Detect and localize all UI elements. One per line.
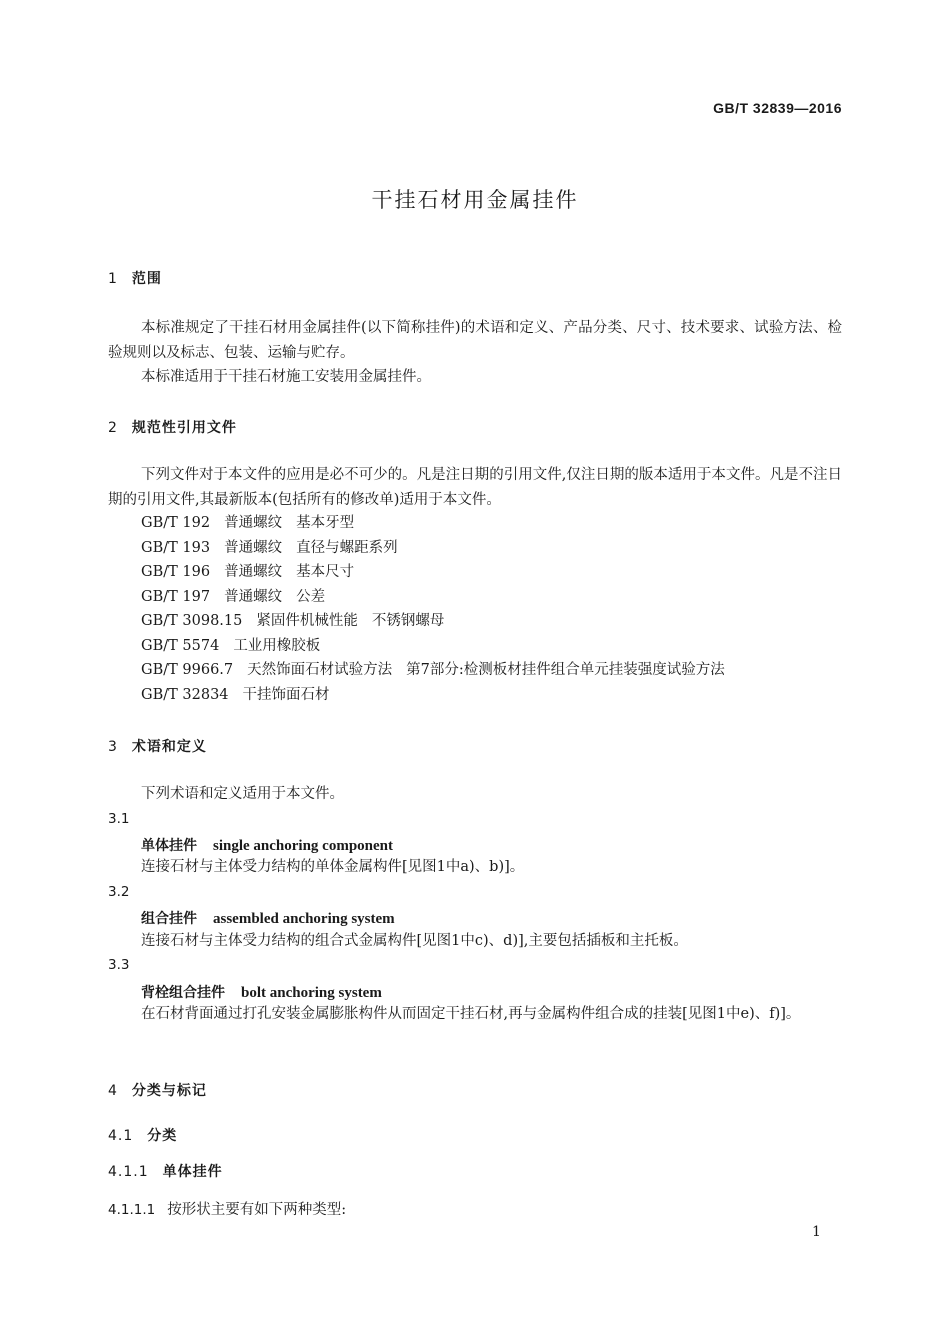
section-number: 2 (108, 420, 118, 436)
reference-item (141, 658, 725, 683)
section-title: 分类与标记 (131, 1083, 207, 1099)
reference-item (141, 609, 444, 634)
term-heading (141, 835, 393, 855)
reference-item (141, 634, 334, 659)
references-intro: 下列文件对于本文件的应用是必不可少的。凡是注日期的引用文件,仅注日期的版本适用于本文件。凡是不注日期的引用文件,其最新版本(包括所有的修改单)适用于本文件。 (108, 467, 842, 508)
ref-title: 普通螺纹 (224, 589, 283, 605)
term-number: 3.2 (108, 884, 130, 900)
term-heading (141, 908, 395, 928)
subsection-number: 4.1 (108, 1128, 134, 1144)
reference-item (141, 511, 354, 536)
subsection-title: 单体挂件 (162, 1164, 223, 1180)
ref-code: GB/T 197 (141, 589, 211, 605)
section-number: 3 (108, 739, 118, 755)
section-number: 1 (108, 271, 118, 287)
standard-number: GB/T 32839—2016 (713, 100, 842, 116)
clause-number: 4.1.1.1 (108, 1202, 156, 1218)
reference-item (141, 560, 354, 585)
subsection-4-1-1-heading (108, 1161, 223, 1181)
ref-code: GB/T 9966.7 (141, 662, 234, 678)
clause-4-1-1-1 (108, 1198, 346, 1219)
scope-paragraph: 本标准适用于干挂石材施工安装用金属挂件。 (141, 369, 431, 385)
ref-code: GB/T 192 (141, 515, 211, 531)
term-definition: 连接石材与主体受力结构的单体金属构件[见图1中a)、b)]。 (141, 859, 525, 875)
section-2-heading (108, 417, 237, 437)
document-title: 干挂石材用金属挂件 (371, 188, 579, 212)
ref-subtitle: 基本尺寸 (296, 564, 355, 580)
term-en: single anchoring component (213, 838, 394, 854)
subsection-title: 分类 (147, 1128, 178, 1144)
term-number: 3.1 (108, 811, 130, 827)
ref-subtitle: 基本牙型 (296, 515, 355, 531)
ref-title: 紧固件机械性能 (256, 613, 358, 629)
page-number: 1 (812, 1224, 821, 1240)
ref-title: 干挂饰面石材 (242, 687, 330, 703)
term-zh: 单体挂件 (141, 838, 197, 854)
term-heading (141, 982, 382, 1002)
term-en: bolt anchoring system (241, 985, 382, 1001)
term-number: 3.3 (108, 957, 130, 973)
reference-item (141, 683, 344, 708)
section-3-heading (108, 736, 207, 756)
term-zh: 背栓组合挂件 (141, 985, 225, 1001)
ref-subtitle: 第7部分:检测板材挂件组合单元挂装强度试验方法 (406, 662, 725, 678)
term-definition: 连接石材与主体受力结构的组合式金属构件[见图1中c)、d)],主要包括插板和主托板。 (141, 933, 688, 949)
ref-subtitle: 直径与螺距系列 (296, 540, 398, 556)
ref-title: 普通螺纹 (224, 515, 283, 531)
section-title: 术语和定义 (131, 739, 207, 755)
ref-code: GB/T 3098.15 (141, 613, 243, 629)
section-title: 范围 (131, 271, 162, 287)
term-definition: 在石材背面通过打孔安装金属膨胀构件从而固定干挂石材,再与金属构件组合成的挂装[见图1中e)、f)]。 (141, 1006, 801, 1022)
section-1-heading (108, 268, 162, 288)
ref-title: 普通螺纹 (224, 564, 283, 580)
section-title: 规范性引用文件 (131, 420, 237, 436)
section-number: 4 (108, 1083, 118, 1099)
ref-code: GB/T 32834 (141, 687, 229, 703)
subsection-4-1-heading (108, 1125, 177, 1145)
ref-title: 普通螺纹 (224, 540, 283, 556)
reference-item (141, 536, 398, 561)
ref-title: 天然饰面石材试验方法 (247, 662, 393, 678)
clause-text: 按形状主要有如下两种类型: (167, 1202, 347, 1218)
term-en: assembled anchoring system (213, 911, 395, 927)
terms-intro: 下列术语和定义适用于本文件。 (141, 786, 344, 802)
ref-subtitle: 公差 (296, 589, 326, 605)
term-zh: 组合挂件 (141, 911, 197, 927)
ref-subtitle: 不锈钢螺母 (371, 613, 445, 629)
ref-code: GB/T 196 (141, 564, 211, 580)
ref-code: GB/T 193 (141, 540, 211, 556)
scope-paragraph: 本标准规定了干挂石材用金属挂件(以下简称挂件)的术语和定义、产品分类、尺寸、技术要求、试验方法、检验规则以及标志、包装、运输与贮存。 (108, 320, 842, 361)
subsection-number: 4.1.1 (108, 1164, 149, 1180)
ref-code: GB/T 5574 (141, 638, 220, 654)
ref-title: 工业用橡胶板 (233, 638, 321, 654)
section-4-heading (108, 1080, 207, 1100)
reference-item (141, 585, 325, 610)
